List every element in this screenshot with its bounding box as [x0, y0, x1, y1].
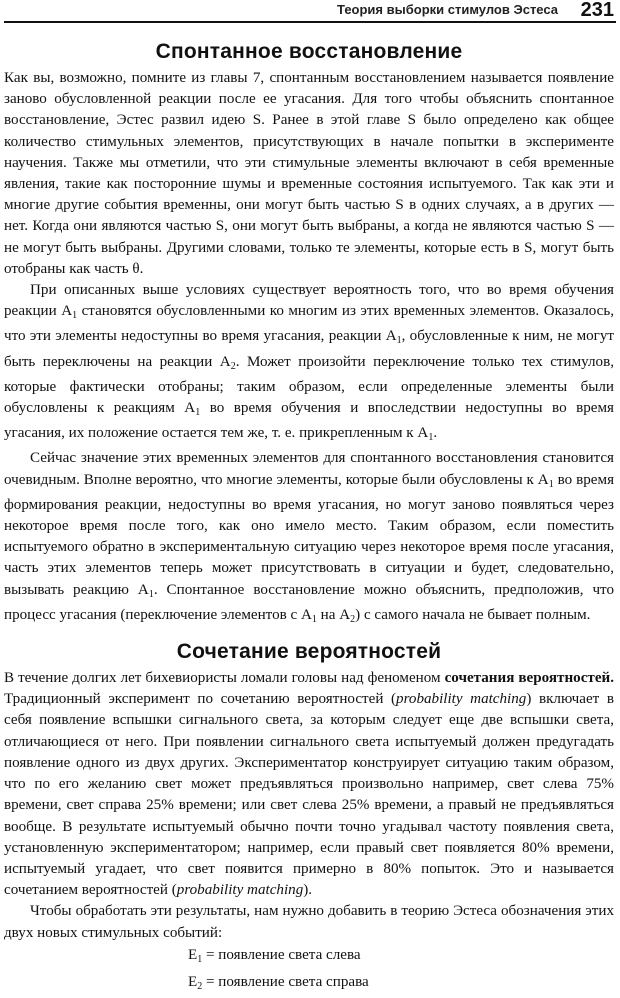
subscript: 2 — [230, 360, 236, 372]
subscript: 1 — [197, 953, 203, 965]
paragraph-1: Как вы, возможно, помните из главы 7, спонтанным восстановлением называется появление заново обусловленной реакции после ее угасания. Для того чтобы объяснить спонтанное восстановление, Эстес развил идею S. Ранее в этой главе S было определено как общее количество стимульных элементов, присутствующих в начале попытки в эксперименте научения. Также мы отметили, что эти стимульные элементы включают в себя временные явления, такие как посторонние шумы и временные состояния испытуемого. Так как эти и многие другие события временны, они могут быть частью S в одних случаях, а в других — нет. Когда они являются частью S, они могут быть выбраны, а когда не являются частью S — не могут быть выбраны. Другими словами, только те элементы, которые есть в S, могут быть отобраны как часть θ. — [4, 70, 614, 277]
text-span: Сейчас значение этих временных элементов для спонтанного восстановления становится очевидным. Вполне вероятно, что многие элементы, которые были обусловлены к A — [4, 450, 614, 488]
italic-term: probability matching — [396, 691, 527, 708]
text-span: во время формирования реакции, недоступны во время угасания, но могут заново появляться через некоторое время после того, как оно имело место. Таким образом, если поместить испытуемого обратно в экспериментальную ситуацию через некоторое время после угасания, часть этих элементов теперь может присутствовать в ситуации и будет, следовательно, вызывать реакцию A — [4, 471, 615, 598]
subscript: 1 — [311, 613, 317, 625]
formula-symbol: E — [188, 973, 198, 990]
text-span: . — [433, 425, 438, 442]
page-number: 231 — [580, 0, 614, 21]
bold-term: сочетания вероятностей. — [444, 670, 614, 687]
paragraph-3 — [4, 448, 614, 630]
text-span: во время обучения и впоследствии недоступны во время угасания, их положение остается тем же, т. е. прикрепленным к A — [4, 400, 614, 442]
paragraph-2 — [4, 280, 614, 448]
text-span: на A — [316, 606, 351, 623]
subscript: 1 — [72, 310, 78, 322]
formula-e2 — [4, 971, 614, 998]
subscript: 1 — [195, 407, 201, 419]
text-span: , обусловленные к ним, не могут быть переключены на реакции A — [4, 328, 614, 370]
subscript: 1 — [548, 478, 554, 490]
section-heading-spontaneous-recovery: Спонтанное восстановление — [155, 40, 463, 63]
running-header-title: Теория выборки стимулов Эстеса — [337, 2, 558, 17]
section-heading-probability-matching: Сочетание вероятностей — [176, 640, 442, 664]
paragraph-5: Чтобы обработать эти результаты, нам нужно добавить в теорию Эстеса обозначения этих двух новых стимульных событий: — [4, 903, 614, 941]
text-span: В течение долгих лет бихевиористы ломали головы над феноменом — [4, 670, 445, 687]
formula-symbol: E — [188, 946, 198, 963]
header-rule — [4, 21, 616, 23]
subscript: 1 — [148, 588, 154, 600]
text-span: становятся обусловленными ко многим из этих временных элементов. Оказалось, что эти элементы недоступны во время угасания, реакции A — [4, 303, 614, 345]
formula-e1 — [4, 944, 614, 971]
text-span: ). — [303, 882, 313, 899]
page-body — [4, 38, 614, 998]
subscript: 2 — [197, 980, 203, 992]
text-span: ) с самого начала не бывает полным. — [355, 606, 591, 623]
paragraph-4 — [4, 668, 614, 901]
running-header — [0, 0, 620, 22]
text-span: ) включает в себя появление вспышки сигнального света, за которым следует еще две вспышки света, отличающиеся от него. При появлении сигнального света испытуемый должен предугадать появление одного из двух других. Экспериментатор конструирует ситуацию таким образом, что по его желанию свет может предъявляться произвольно например, свет слева 75% времени, свет справа 25% времени; или свет слева 25% времени, а правый не предъявляться вообще. В результате испытуемый обычно почти точно угадывал частоту появления света, установленную экспериментатором; например, если правый свет появляется 80% времени, испытуемый угадает, что свет появится примерно в 80% попыток. Это и называется сочетанием вероятностей ( — [4, 691, 614, 899]
subscript: 1 — [428, 432, 434, 444]
text-span: . Может произойти переключение только тех стимулов, которые фактически отобраны; таким образом, если определенные элементы были обусловлены к реакциям A — [4, 353, 614, 417]
formula-text: = появление света справа — [202, 973, 369, 990]
subscript: 2 — [350, 613, 356, 625]
text-span: Традиционный эксперимент по сочетанию вероятностей ( — [4, 691, 397, 708]
text-span: При описанных выше условиях существует вероятность того, что во время обучения реакции A — [4, 282, 614, 320]
subscript: 1 — [396, 335, 402, 347]
formula-text: = появление света слева — [202, 946, 361, 963]
italic-term: probability matching — [176, 882, 304, 899]
text-span: . Спонтанное восстановление можно объяснить, предположив, что процесс угасания (переключение элементов с A — [4, 581, 614, 623]
